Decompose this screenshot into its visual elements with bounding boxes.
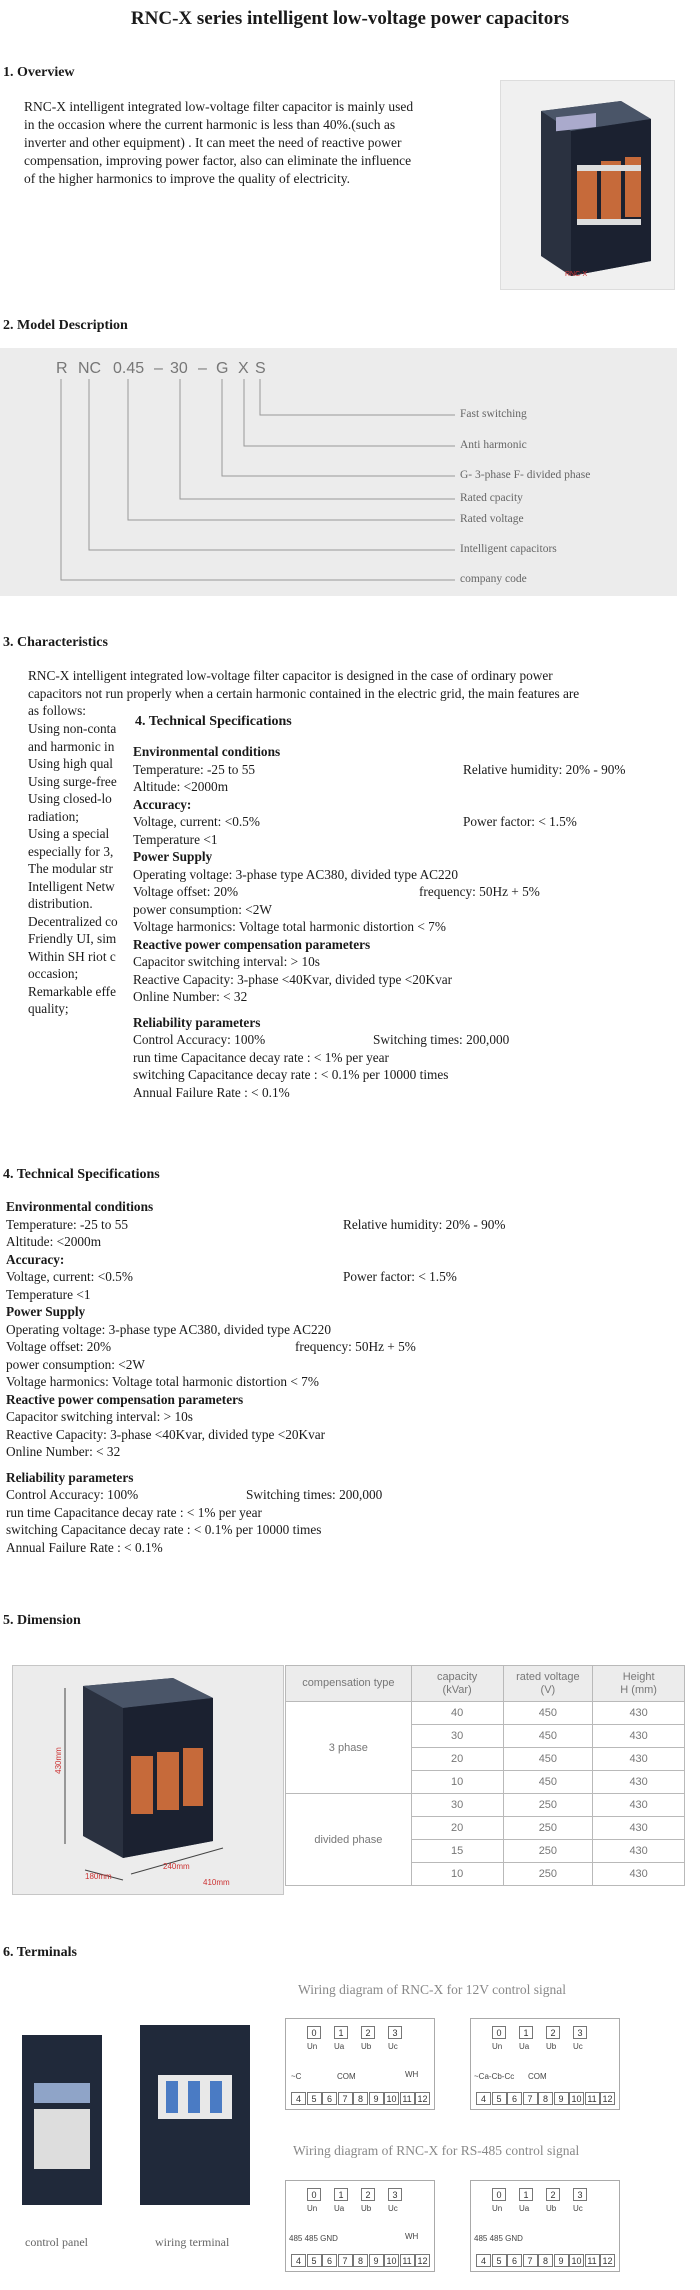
wiring-diagram-12v-divided [470,2018,620,2110]
bottom-terminal: 10 [569,2092,584,2105]
top-terminal: 3 [573,2188,587,2201]
model-label: Rated voltage [460,513,524,525]
failure-rate: Annual Failure Rate : < 0.1% [6,1539,163,1555]
capacity-cell: 10 [411,1863,503,1886]
bottom-terminal: 11 [400,2092,415,2105]
voltage-cell: 250 [503,1863,593,1886]
photo-caption: RNC-X [565,271,588,278]
voltage-current: Voltage, current: <0.5% [133,814,260,829]
characteristics-list [28,720,138,1018]
width-label: 180mm [85,1872,112,1881]
bottom-terminal: 7 [338,2254,353,2267]
top-terminal-label: Ua [334,2204,345,2213]
bottom-terminal: 11 [585,2092,600,2105]
online-number: Online Number: < 32 [133,989,248,1004]
reliability-heading: Reliability parameters [133,1014,261,1030]
online-number: Online Number: < 32 [6,1444,121,1459]
temperature: Temperature: -25 to 55 [133,761,256,777]
top-terminal-label: Uc [388,2042,398,2051]
bottom-terminal: 9 [369,2254,384,2267]
bottom-terminal: 5 [492,2092,507,2105]
top-terminal: 3 [573,2026,587,2039]
bottom-terminal: 6 [322,2092,337,2105]
switching-times: Switching times: 200,000 [246,1487,383,1502]
model-heading: 2. Model Description [3,318,128,333]
capacity-cell: 15 [411,1840,503,1863]
top-terminal: 3 [388,2026,402,2039]
height-cell: 430 [593,1863,685,1886]
bottom-terminal: 6 [507,2254,522,2267]
depth-label: 240mm [163,1862,190,1871]
characteristic-item: radiation; [28,808,79,824]
height-cell: 430 [593,1725,685,1748]
capacitor-dimension-illustration [13,1666,285,1896]
bottom-terminal: 7 [338,2092,353,2105]
characteristic-item: especially for 3, [28,843,114,859]
diagram2-title: Wiring diagram of RNC-X for RS-485 control signal [293,2143,580,2158]
top-terminal: 1 [519,2026,533,2039]
capacitor-illustration [501,81,676,291]
diagram1-title: Wiring diagram of RNC-X for 12V control signal [298,1982,567,1997]
model-code-dash: – [198,360,207,377]
bottom-terminal: 5 [307,2092,322,2105]
compensation-type-cell: 3 phase [286,1702,412,1794]
characteristic-item: Friendly UI, sim [28,931,117,946]
overview-line: of the higher harmonics to improve the quality of electricity. [24,171,351,186]
bottom-terminal: 8 [538,2254,553,2267]
top-terminal-label: Uc [388,2204,398,2213]
tech-spec-overlay [133,713,673,1101]
model-label: company code [460,573,527,585]
cabc-label: ~Ca-Cb-Cc [474,2072,515,2081]
top-terminal: 2 [361,2026,375,2039]
top-terminal-label: Ua [519,2042,530,2051]
top-terminal: 0 [307,2188,321,2201]
bottom-terminal: 6 [322,2254,337,2267]
bottom-terminal: 4 [476,2092,491,2105]
switching-decay: switching Capacitance decay rate : < 0.1% per 10000 times [133,1067,449,1082]
reactive-heading: Reactive power compensation parameters [6,1391,244,1407]
top-terminal: 2 [546,2026,560,2039]
bottom-terminal: 5 [307,2254,322,2267]
col-type: compensation type [286,1666,412,1702]
display-screen [34,2083,90,2103]
top-terminal: 1 [334,2188,348,2201]
voltage-cell: 450 [503,1725,593,1748]
rs485-label: 485 485 GND [289,2234,338,2243]
switch-interval: Capacitor switching interval: > 10s [133,954,320,969]
harmonics: Voltage harmonics: Voltage total harmonic distortion < 7% [6,1374,319,1389]
overview-line: inverter and other equipment) . It can meet the need of reactive power [24,135,402,150]
characteristics-intro [28,667,678,720]
characteristic-item: Decentralized co [28,913,118,929]
altitude: Altitude: <2000m [133,779,229,794]
bottom-terminal: 12 [600,2254,615,2267]
control-accuracy: Control Accuracy: 100% [6,1487,139,1502]
capacity-cell: 40 [411,1702,503,1725]
top-terminal-label: Uc [573,2204,583,2213]
voltage-cell: 450 [503,1771,593,1794]
characteristic-item: The modular str [28,861,113,876]
bottom-terminal: 4 [291,2092,306,2105]
control-panel-photo [22,2035,102,2205]
model-code-r: R [56,360,68,377]
voltage-offset: Voltage offset: 20% [6,1339,112,1354]
table-row [286,1794,685,1817]
top-terminal: 0 [492,2026,506,2039]
frequency: frequency: 50Hz + 5% [295,1339,416,1354]
model-code-s: S [255,360,266,377]
intro-line: RNC-X intelligent integrated low-voltage filter capacitor is designed in the case of ordinary power [28,668,553,683]
capacity-cell: 30 [411,1794,503,1817]
model-label: Rated cpacity [460,492,523,504]
voltage-cell: 250 [503,1794,593,1817]
panel-label [34,2109,90,2169]
top-terminal-label: Ub [546,2204,557,2213]
depth2-label: 410mm [203,1878,230,1887]
bottom-terminal: 5 [492,2254,507,2267]
bottom-terminal: 10 [384,2254,399,2267]
voltage-cell: 250 [503,1840,593,1863]
model-label: Fast switching [460,408,527,420]
characteristic-item: Using closed-lo [28,791,112,806]
bottom-terminal: 12 [415,2092,430,2105]
harmonics: Voltage harmonics: Voltage total harmonic distortion < 7% [133,919,446,934]
accuracy-heading: Accuracy: [133,796,192,812]
top-terminal-label: Un [492,2204,503,2213]
bottom-terminal: 9 [369,2092,384,2105]
top-terminal-label: Ub [546,2042,557,2051]
bottom-terminal: 8 [353,2092,368,2105]
reactive-capacity: Reactive Capacity: 3-phase <40Kvar, divided type <20Kvar [133,971,453,987]
runtime-decay: run time Capacitance decay rate : < 1% per year [6,1504,262,1520]
bottom-terminal: 12 [600,2092,615,2105]
height-label: 430mm [53,1747,63,1774]
caption-control-panel: control panel [25,2235,88,2249]
model-panel [0,348,677,596]
operating-voltage: Operating voltage: 3-phase type AC380, divided type AC220 [6,1321,331,1337]
voltage-cell: 450 [503,1702,593,1725]
height-cell: 430 [593,1840,685,1863]
height-cell: 430 [593,1748,685,1771]
voltage-offset: Voltage offset: 20% [133,884,239,899]
bottom-terminal: 11 [585,2254,600,2267]
capacity-cell: 20 [411,1817,503,1840]
caption-wiring-terminal: wiring terminal [155,2235,230,2249]
characteristic-item: Within SH riot c [28,948,116,964]
bottom-terminal: 6 [507,2092,522,2105]
top-terminal-label: Ua [334,2042,345,2051]
tech-overlay-heading: 4. Technical Specifications [135,714,292,729]
page-title: RNC-X series intelligent low-voltage power capacitors [130,8,570,29]
height-cell: 430 [593,1817,685,1840]
characteristic-item: Using non-conta [28,721,117,736]
power-heading: Power Supply [6,1304,86,1319]
voltage-current: Voltage, current: <0.5% [6,1269,133,1284]
switching-times: Switching times: 200,000 [373,1032,510,1047]
top-terminal: 3 [388,2188,402,2201]
operating-voltage: Operating voltage: 3-phase type AC380, divided type AC220 [133,866,458,882]
characteristic-item: occasion; [28,966,79,981]
characteristic-item: Remarkable effe [28,983,116,999]
bottom-terminal: 4 [291,2254,306,2267]
height-cell: 430 [593,1771,685,1794]
bottom-terminal: 9 [554,2092,569,2105]
reactive-capacity: Reactive Capacity: 3-phase <40Kvar, divided type <20Kvar [6,1426,326,1442]
intro-line: as follows: [28,703,86,718]
consumption: power consumption: <2W [133,901,272,917]
col-height: Height H (mm) [593,1666,685,1702]
overview-line: in the occasion where the current harmonic is less than 40%.(such as [24,117,396,132]
runtime-decay: run time Capacitance decay rate : < 1% per year [133,1049,389,1065]
bottom-terminal: 4 [476,2254,491,2267]
table-row [286,1702,685,1725]
top-terminal: 2 [361,2188,375,2201]
model-label: G- 3-phase F- divided phase [460,469,591,481]
characteristics-heading: 3. Characteristics [3,635,108,650]
model-code-dash: – [154,360,163,377]
overview-heading: 1. Overview [3,65,75,80]
breaker-switch [210,2081,222,2113]
top-terminal-label: Un [492,2042,503,2051]
intro-line: capacitors not run properly when a certain harmonic contained in the electric grid, the main features are [28,685,580,701]
env-heading: Environmental conditions [6,1199,154,1214]
accuracy-heading: Accuracy: [6,1251,65,1267]
com-label: COM [337,2072,356,2081]
wiring-diagram-485-3phase [285,2180,435,2272]
c-label: ~C [291,2072,302,2081]
bottom-terminal: 10 [569,2254,584,2267]
top-terminal: 2 [546,2188,560,2201]
model-code-x: X [238,360,249,377]
characteristic-item: distribution. [28,896,93,911]
characteristic-item: Intelligent Netw [28,878,115,894]
reliability-heading: Reliability parameters [6,1469,134,1485]
bottom-terminal: 9 [554,2254,569,2267]
bottom-terminal: 12 [415,2254,430,2267]
bottom-terminal: 7 [523,2254,538,2267]
model-code-g: G [216,360,229,377]
dimension-photo [12,1665,284,1895]
dimension-heading: 5. Dimension [3,1613,81,1628]
breaker-switch [188,2081,200,2113]
model-label: Anti harmonic [460,439,527,451]
env-heading: Environmental conditions [133,744,281,759]
rs485-label: 485 485 GND [474,2234,523,2243]
capacity-cell: 30 [411,1725,503,1748]
failure-rate: Annual Failure Rate : < 0.1% [133,1084,290,1100]
voltage-cell: 250 [503,1817,593,1840]
wiring-diagram-485-divided [470,2180,620,2272]
altitude: Altitude: <2000m [6,1234,102,1249]
wh-label: WH [405,2232,419,2241]
terminals-heading: 6. Terminals [3,1945,77,1960]
bottom-terminal: 7 [523,2092,538,2105]
power-factor: Power factor: < 1.5% [463,814,577,829]
capacity-cell: 10 [411,1771,503,1794]
compensation-type-cell: divided phase [286,1794,412,1886]
breaker-switch [166,2081,178,2113]
control-accuracy: Control Accuracy: 100% [133,1032,266,1047]
consumption: power consumption: <2W [6,1356,145,1372]
col-capacity: capacity (kVar) [411,1666,503,1702]
height-cell: 430 [593,1794,685,1817]
characteristic-item: Using surge-free [28,773,117,789]
characteristic-item: Using high qual [28,756,113,771]
power-heading: Power Supply [133,849,213,864]
col-voltage: rated voltage (V) [503,1666,593,1702]
top-terminal: 1 [519,2188,533,2201]
top-terminal: 1 [334,2026,348,2039]
bottom-terminal: 10 [384,2092,399,2105]
bottom-terminal: 11 [400,2254,415,2267]
dimension-table [285,1665,685,1886]
top-terminal-label: Un [307,2204,318,2213]
temperature-accuracy: Temperature <1 [6,1286,91,1302]
height-cell: 430 [593,1702,685,1725]
power-factor: Power factor: < 1.5% [343,1269,457,1284]
frequency: frequency: 50Hz + 5% [419,884,540,899]
bottom-terminal: 8 [353,2254,368,2267]
characteristic-item: quality; [28,1001,69,1016]
top-terminal-label: Un [307,2042,318,2051]
top-terminal-label: Uc [573,2042,583,2051]
characteristic-item: and harmonic in [28,738,115,754]
humidity: Relative humidity: 20% - 90% [343,1216,506,1232]
switching-decay: switching Capacitance decay rate : < 0.1% per 10000 times [6,1522,322,1537]
tech-spec [6,1198,606,1556]
voltage-cell: 450 [503,1748,593,1771]
wiring-diagram-12v-3phase [285,2018,435,2110]
tech-heading: 4. Technical Specifications [3,1167,160,1182]
top-terminal: 0 [492,2188,506,2201]
reactive-heading: Reactive power compensation parameters [133,936,371,952]
overview-text [24,98,494,188]
model-code-nc: NC [78,360,102,377]
overview-line: compensation, improving power factor, also can eliminate the influence [24,153,412,168]
temperature: Temperature: -25 to 55 [6,1216,129,1232]
wh-label: WH [405,2070,419,2079]
product-photo [500,80,675,290]
overview-line: RNC-X intelligent integrated low-voltage filter capacitor is mainly used [24,99,414,114]
wiring-terminal-photo [140,2025,250,2205]
top-terminal-label: Ub [361,2204,372,2213]
top-terminal-label: Ub [361,2042,372,2051]
temperature-accuracy: Temperature <1 [133,831,218,847]
characteristic-item: Using a special [28,826,110,841]
capacity-cell: 20 [411,1748,503,1771]
bottom-terminal: 8 [538,2092,553,2105]
switch-interval: Capacitor switching interval: > 10s [6,1409,193,1424]
com-label: COM [528,2072,547,2081]
humidity: Relative humidity: 20% - 90% [463,761,626,777]
model-code-capacity: 30 [170,360,188,377]
model-code-voltage: 0.45 [113,360,145,377]
model-label: Intelligent capacitors [460,543,557,555]
top-terminal: 0 [307,2026,321,2039]
top-terminal-label: Ua [519,2204,530,2213]
